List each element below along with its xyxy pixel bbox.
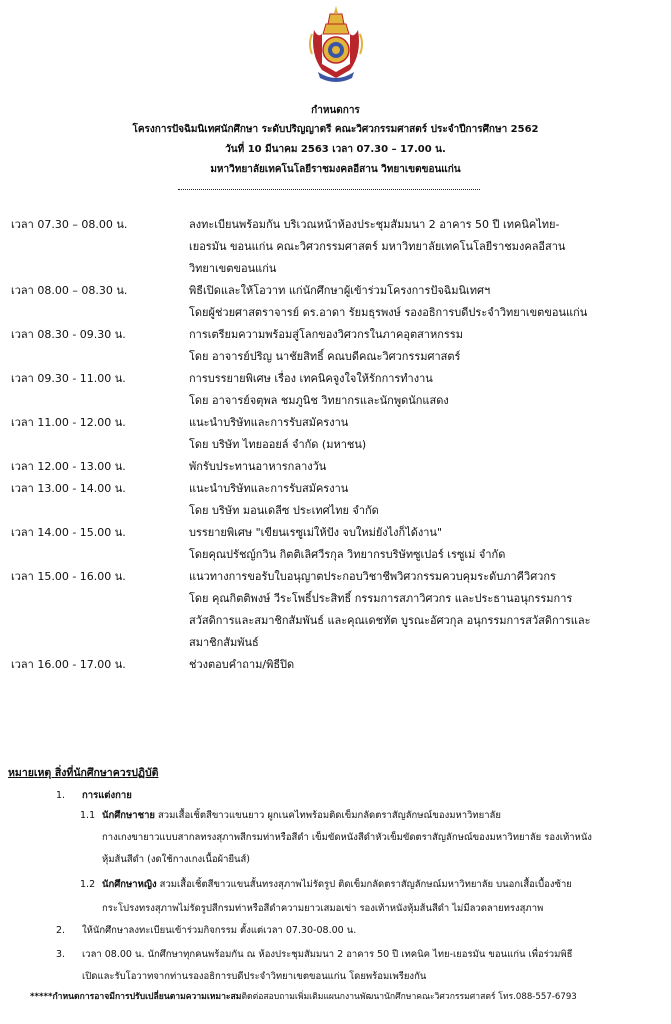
footer-note-bold: *****กำหนดการอาจมีการปรับเปลี่ยนตามความเหมาะสม — [30, 992, 242, 1002]
footer-contact: ติดต่อสอบถามเพิ่มเติมแผนกงานพัฒนานักศึกษาคณะวิศวกรรมศาสตร์ โทร.088-557-6793 — [241, 992, 577, 1002]
schedule-list — [11, 214, 663, 676]
schedule-activity-line: แนะนำบริษัทและการรับสมัครงาน — [189, 416, 349, 429]
schedule-activity — [189, 456, 663, 478]
male-dress-label: นักศึกษาชาย — [102, 810, 155, 821]
remark-item-1-2-number: 1.2 — [80, 879, 96, 890]
male-dress-line-2: กางเกงขายาวแบบสากลทรงสุภาพสีกรมท่าหรือสีดำ เข็มขัดหนังสีดำหัวเข็มขัดตราสัญลักษณ์ของมหาวิทยาลัย รองเท้าหนัง — [102, 832, 592, 843]
schedule-activity-line: แนะนำบริษัทและการรับสมัครงาน — [189, 482, 349, 495]
schedule-activity-line: โดยผู้ช่วยศาสตราจารย์ ดร.อาดา รัยมธุรพงษ์ รองอธิการบดีประจำวิทยาเขตขอนแก่น — [189, 306, 588, 319]
schedule-time: เวลา 13.00 - 14.00 น. — [11, 482, 126, 495]
schedule-activity — [189, 324, 663, 368]
schedule-activity — [189, 412, 663, 456]
project-title: โครงการปัจฉิมนิเทศนักศึกษา ระดับปริญญาตรี คณะวิศวกรรมศาสตร์ ประจำปีการศึกษา 2562 — [132, 124, 539, 135]
schedule-activity-line: โดย อาจารย์ปริญ นาชัยสิทธิ์ คณบดีคณะวิศวกรรมศาสตร์ — [189, 350, 461, 363]
schedule-activity-line: โดย คุณกิตติพงษ์ วีระโพธิ์ประสิทธิ์ กรรมการสภาวิศวกร และประธานอนุกรรมการ — [189, 592, 573, 605]
schedule-row — [11, 522, 663, 566]
schedule-activity-line: ลงทะเบียนพร้อมกัน บริเวณหน้าห้องประชุมสัมมนา 2 อาคาร 50 ปี เทคนิคไทย- — [189, 218, 560, 231]
schedule-row — [11, 280, 663, 324]
schedule-activity-line: บรรยายพิเศษ "เขียนเรซูเม่ให้ปัง จบใหม่ยังไงก็ได้งาน" — [189, 526, 443, 539]
schedule-activity — [189, 522, 663, 566]
schedule-row — [11, 368, 663, 412]
schedule-time: เวลา 14.00 - 15.00 น. — [11, 526, 126, 539]
schedule-time: เวลา 08.00 – 08.30 น. — [11, 284, 128, 297]
schedule-row — [11, 478, 663, 522]
schedule-activity-line: โดย อาจารย์จตุพล ชมภูนิช วิทยากรและนักพูดนักแสดง — [189, 394, 449, 407]
schedule-activity-line: ช่วงตอบคำถาม/พิธีปิด — [189, 658, 295, 671]
schedule-activity — [189, 654, 663, 676]
schedule-activity — [189, 214, 663, 280]
schedule-activity-line: พักรับประทานอาหารกลางวัน — [189, 460, 327, 473]
schedule-row — [11, 214, 663, 280]
schedule-activity-line: แนวทางการขอรับใบอนุญาตประกอบวิชาชีพวิศวกรรมควบคุมระดับภาคีวิศวกร — [189, 570, 556, 583]
remark-item-1-label: การแต่งกาย — [82, 790, 132, 801]
remark-item-3-line-2: เปิดและรับโอวาทจากท่านรองอธิการบดีประจำวิทยาเขตขอนแก่น โดยพร้อมเพรียงกัน — [82, 971, 427, 982]
schedule-activity-line: การบรรยายพิเศษ เรื่อง เทคนิคจูงใจให้รักการทำงาน — [189, 372, 433, 385]
schedule-activity-line: โดยคุณปรัชญ์กวิน กิตติเลิศวีรกุล วิทยากรบริษัทซูเปอร์ เรซูเม่ จำกัด — [189, 548, 506, 561]
remark-item-1-1-number: 1.1 — [80, 810, 96, 821]
remark-item-3-line-1: เวลา 08.00 น. นักศึกษาทุกคนพร้อมกัน ณ ห้องประชุมสัมมนา 2 อาคาร 50 ปี เทคนิค ไทย-เยอรมัน ขอนแก่น เพื่อร่วมพิธี — [82, 949, 573, 960]
male-dress-line-3: หุ้มส้นสีดำ (งดใช้กางเกงเนื้อผ้ายีนส์) — [102, 854, 251, 865]
schedule-activity-line: เยอรมัน ขอนแก่น คณะวิศวกรรมศาสตร์ มหาวิทยาลัยเทคโนโลยีราชมงคลอีสาน — [189, 240, 566, 253]
schedule-activity-line: การเตรียมความพร้อมสู่โลกของวิศวกรในภาคอุตสาหกรรม — [189, 328, 463, 341]
female-dress-label: นักศึกษาหญิง — [102, 879, 157, 890]
female-dress-line-2: กระโปรงทรงสุภาพไม่รัดรูปสีกรมท่าหรือสีดำความยาวเสมอเข่า รองเท้าหนังหุ้มส้นสีดำ ไม่มีลวดลายทรงสุภาพ — [102, 903, 544, 914]
schedule-activity-line: โดย บริษัท มอนเดลีซ ประเทศไทย จำกัด — [189, 504, 379, 517]
university-emblem-logo — [308, 4, 364, 82]
event-venue: มหาวิทยาลัยเทคโนโลยีราชมงคลอีสาน วิทยาเขตขอนแก่น — [210, 164, 461, 175]
remark-item-2-text: ให้นักศึกษาลงทะเบียนเข้าร่วมกิจกรรม ตั้งแต่เวลา 07.30-08.00 น. — [82, 925, 357, 936]
schedule-activity — [189, 280, 663, 324]
header-divider — [178, 189, 480, 190]
schedule-time: เวลา 16.00 - 17.00 น. — [11, 658, 126, 671]
schedule-time: เวลา 11.00 - 12.00 น. — [11, 416, 126, 429]
schedule-activity-line: สวัสดิการและสมาชิกสัมพันธ์ และคุณเดชทัต บูรณะอัศวกุล อนุกรรมการสวัสดิการและ — [189, 614, 591, 627]
schedule-time: เวลา 07.30 – 08.00 น. — [11, 218, 128, 231]
schedule-activity-line: วิทยาเขตขอนแก่น — [189, 262, 277, 275]
schedule-time: เวลา 15.00 - 16.00 น. — [11, 570, 126, 583]
remarks-title: หมายเหตุ สิ่งที่นักศึกษาควรปฏิบัติ — [8, 767, 159, 779]
schedule-row — [11, 566, 663, 654]
remark-item-1-number: 1. — [56, 790, 66, 801]
schedule-activity — [189, 368, 663, 412]
schedule-activity-line: โดย บริษัท ไทยออยล์ จำกัด (มหาชน) — [189, 438, 367, 451]
schedule-activity — [189, 478, 663, 522]
schedule-time: เวลา 09.30 - 11.00 น. — [11, 372, 126, 385]
schedule-row — [11, 324, 663, 368]
remark-item-3-number: 3. — [56, 949, 66, 960]
schedule-activity — [189, 566, 663, 654]
remark-item-1-2-text — [102, 875, 572, 895]
event-date: วันที่ 10 มีนาคม 2563 เวลา 07.30 – 17.00 น. — [225, 144, 446, 155]
schedule-activity-line: พิธีเปิดและให้โอวาท แก่นักศึกษาผู้เข้าร่วมโครงการปัจฉิมนิเทศฯ — [189, 284, 491, 297]
schedule-activity-line: สมาชิกสัมพันธ์ — [189, 636, 259, 649]
schedule-time: เวลา 12.00 - 13.00 น. — [11, 460, 126, 473]
schedule-row — [11, 654, 663, 676]
remark-item-2-number: 2. — [56, 925, 66, 936]
schedule-time: เวลา 08.30 - 09.30 น. — [11, 328, 126, 341]
page-title: กำหนดการ — [311, 105, 360, 116]
schedule-row — [11, 412, 663, 456]
remark-item-1-1-text — [102, 806, 501, 826]
male-dress-line-1: สวมเสื้อเชิ้ตสีขาวแขนยาว ผูกเนคไทพร้อมติดเข็มกลัดตราสัญลักษณ์ของมหาวิทยาลัย — [154, 810, 501, 821]
female-dress-line-1: สวมเสื้อเชิ้ตสีขาวแขนสั้นทรงสุภาพไม่รัดรูป ติดเข็มกลัดตราสัญลักษณ์มหาวิทยาลัย บนอกเสื้อเบื้องซ้าย — [156, 879, 572, 890]
schedule-row — [11, 456, 663, 478]
footer-note — [30, 990, 577, 1004]
